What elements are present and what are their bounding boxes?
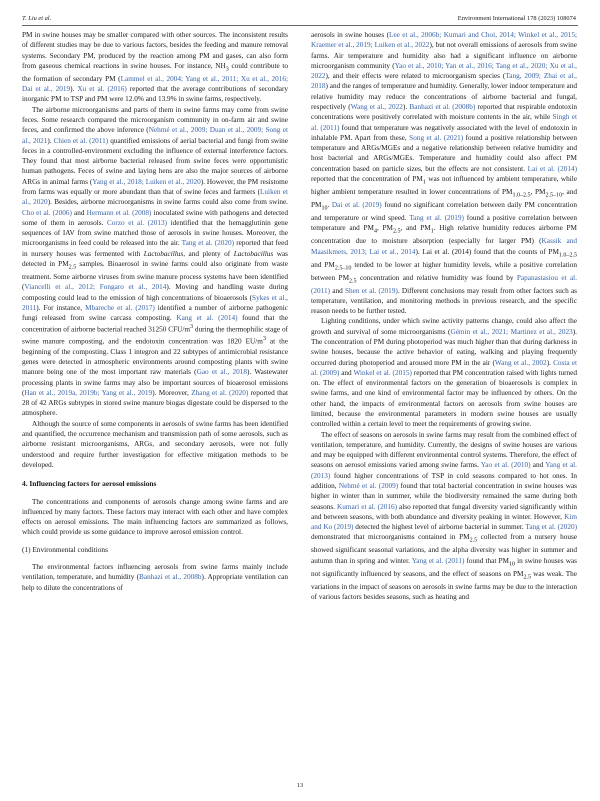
- citation-link[interactable]: Kassik and Maasikmets, 2013; Lai et al., 2014: [311, 237, 577, 256]
- citation-link[interactable]: Gémin et al., 2021; Martinez et al., 2023: [450, 327, 573, 336]
- paragraph: The effect of seasons on aerosols in swine farms may result from the combined effect of ventilation, temperature, and humidity. Currently, the designs of swine houses are various and may be equipped with different environmental control systems. Therefore, the effect of seasons on aerosol emissions varied among swine farms. Yao et al. (2010) and Yang et al. (2013) found higher concentrations of TSP in cold seasons compared to hot ones. In addition, Nehmé et al. (2009) found that total bacterial concentration in swine houses was higher in winter than in summer, while the biodiversity remained the same during both seasons. Kumari et al. (2016) also reported that fungal diversity varied significantly within and between seasons, with both abundance and diversity peaking in winter. However, Kim and Ko (2019) detected the highest level of airborne bacterial in summer. Tang et al. (2020) demonstrated that microorganisms contained in $PM_{2.5}$ collected from a nursery house showed significant seasonal variations, and the alpha diversity was higher in summer and autumn than in spring and winter. Yang et al. (2011) found that $PM_{10}$ in swine houses was not significantly influenced by seasons, and the effect of seasons on $PM_{2.5}$ was weak. The variations in the impact of seasons on aerosols in swine farms may be due to the interaction of various factors besides seasons, such as heating and: [311, 430, 577, 601]
- citation-link[interactable]: Hermann et al. (2008): [86, 208, 152, 217]
- citation-link[interactable]: Lai et al. (2014): [527, 164, 577, 173]
- running-header-authors: T. Liu et al.: [22, 15, 52, 22]
- citation-link[interactable]: Banhazi et al., 2008b: [139, 573, 202, 582]
- citation-link[interactable]: Yang et al. (2013): [311, 461, 577, 480]
- citation-link[interactable]: Kumari et al. (2016): [337, 502, 397, 511]
- paragraph: Although the source of some components in aerosols of swine farms has been identified and quantified, the occurrence mechanism and transmission path of some aerosols, such as airborne resistant microorganisms, ARGs, and secondary aerosols, were not fully understood and require further investigation for effective mitigation methods to be developed.: [22, 419, 288, 469]
- citation-link[interactable]: Tang et al. (2020): [181, 239, 235, 248]
- paragraph: aerosols in swine houses (Lee et al., 2006b; Kumari and Choi, 2014; Winkel et al., 2015; Kraemer et al., 2019; Luiken et al., 2022), but not overall emissions of aerosols from swine farms. Air temperature and humidity also had a significant influence on airborne microorganism community (Yao et al., 2010; Yan et al., 2016; Tang et al., 2020; Xu et al., 2022), and their effects were related to microorganism species (Tang, 2009; Zhai et al., 2018) and the ranges of temperature and humidity. Generally, lower indoor temperature and relative humidity may reduce the concentrations of airborne bacterial and fungal, respectively (Wang et al., 2022). Banhazi et al. (2008b) reported that respirable endotoxin concentrations were positively correlated with moisture contents in the air, while Singh et al. (2011) found that temperature was negatively associated with the level of endotoxin in inhalable PM. Apart from these, Song et al. (2021) found a positive relationship between temperature and ARGs/MGEs and a negative relationship between relative humidity and host bacterial and ARGs/MGEs. Temperature and humidity could also affect PM concentration based on particle sizes, but the effects are not consistent. Lai et al. (2014) reported that the concentration of $PM_1$ was not influenced by ambient temperature, while higher ambient temperature resulted in lower concentrations of $PM_{1.0-2.5}$, $PM_{2.5-10}$, and $PM_{10}$. Dai et al. (2019) found no significant correlation between daily PM concentration and temperature or wind speed. Tang et al. (2019) found a positive correlation between temperature and $PM_4$, $PM_{2.5}$, and $PM_1$. High relative humidity reduces airborne PM concentration due to moisture absorption (especially for larger PM) (Kassik and Maasikmets, 2013; Lai et al., 2014). Lai et al. (2014) found that the counts of $PM_{1.0-2.5}$ and $PM_{2.5-10}$ tended to be lower at higher humidity levels, while a positive correlation between $PM_{2.5}$ concentration and relative humidity was found by Papanastasiou et al. (2011) and Shen et al. (2019). Different conclusions may result from other factors such as temperature, ventilation, and monitoring methods in previous research, and the specific reason needs to be further tested.: [311, 31, 577, 316]
- citation-link[interactable]: Song et al. (2021): [409, 133, 464, 142]
- citation-link[interactable]: Cho et al. (2006): [22, 208, 72, 217]
- running-header-journal: Environment International 178 (2023) 108074: [457, 15, 576, 22]
- citation-link[interactable]: Papanastasiou et al. (2011): [311, 273, 577, 295]
- citation-link[interactable]: Yang et al. (2011): [411, 556, 465, 565]
- citation-link[interactable]: Corzo et al. (2013): [106, 218, 168, 227]
- citation-link[interactable]: Costa et al. (2009): [311, 358, 577, 377]
- citation-link[interactable]: Nehmé et al. (2009): [338, 481, 399, 490]
- citation-link[interactable]: Han et al., 2019a, 2019b; Yang et al., 2019: [24, 388, 153, 397]
- citation-link[interactable]: Mbareche et al. (2017): [85, 303, 155, 312]
- section-heading: 4. Influencing factors for aerosol emissions: [22, 479, 157, 489]
- citation-link[interactable]: Kim and Ko (2019): [311, 512, 577, 532]
- subsection-heading: (1) Environmental conditions: [22, 544, 108, 554]
- citation-link[interactable]: Zhang et al. (2020): [191, 388, 249, 397]
- paragraph: The airborne microorganisms and parts of them in swine farms may come from swine feces. Some research compared the microorganism community in on-farm air and swine feces, and confirmed the above inference (Nehmé et al., 2009; Duan et al., 2009; Song et al., 2021). Chien et al. (2011) quantified emissions of aerial bacterial and fungi from swine feces in a controlled-environment excluding the influence of external interference factors. They found that most airborne bacterial released from swine feces were opportunistic human pathogens. Feces of swine and laying hens are also the major sources of airborne ARGs in animal farms (Yang et al., 2018; Luiken et al., 2020). However, the PM resistome from farms was equally or more abundant than that of swine feces and farmers (Luiken et al., 2020). Besides, airborne microorganisms in swine farms could also come from swine. Cho et al. (2006) and Hermann et al. (2008) inoculated swine with pathogens and detected some of them in aerosols. Corzo et al. (2013) identified that the hemagglutinin gene sequences of IAV from swine matched those of aerosols in swine houses. Moreover, the microorganisms in feed could be released into the air. Tang et al. (2020) reported that feed in nursery houses was fermented with Lactobacillus, and plenty of Lactobacillus was detected in $PM_{2.5}$ samples. Bioaerosol in swine farms could also originate from waste treatment. Some airborne viruses from swine manure process systems have been identified (Viancelli et al., 2012; Fongaro et al., 2014). Moving and handling waste during composting could lead to the emission of high concentrations of bioaerosols (Sykes et al., 2011). For instance, Mbareche et al. (2017) identified a number of airborne pathogenic fungi released from swine carcass composting. Kang et al. (2014) found that the concentration of airborne bacterial reached 31250 CFU/$m^3$ during the thermophilic stage of swine manure composting, and the endotoxin concentration was 1820 $EU/m^3$ at the beginning of the composting. Class 1 integron and 22 subtypes of antimicrobial resistance genes were detected in atmospheric environments around composting plants with swine manure being one of the most important raw materials (Gao et al., 2018). Wastewater processing plants in swine farms may also be important sources of bioaerosol emissions (Han et al., 2019a, 2019b; Yang et al., 2019). Moreover, Zhang et al. (2020) reported that 28 of 42 ARGs subtypes in stored swine manure biogas digestate could be dispersed to the atmosphere.: [22, 105, 288, 418]
- paragraph: The environmental factors influencing aerosols from swine farms mainly include ventilation, temperature, and humidity (Banhazi et al., 2008b). Appropriate ventilation can help to dilute the concentrations of: [22, 563, 288, 592]
- citation-link[interactable]: Tang, 2009; Zhai et al., 2018: [311, 72, 577, 91]
- citation-link[interactable]: Tang et al. (2019): [409, 213, 464, 222]
- citation-link[interactable]: Luiken et al., 2020: [22, 187, 288, 207]
- left-column: [22, 30, 288, 778]
- header-rule: [22, 25, 578, 26]
- paragraph: The concentrations and components of aerosols change among swine farms and are influenced by many factors. These factors may interact with each other and have complex effects on aerosol emissions. The main influencing factors are summarized as follows, which could provide us some guidance to improve aerosol emission control.: [22, 497, 288, 537]
- citation-link[interactable]: Singh et al. (2011): [311, 113, 577, 132]
- citation-link[interactable]: Gao et al., 2018: [196, 368, 248, 377]
- citation-link[interactable]: Yao et al., 2010; Yan et al., 2016; Tang et al., 2020; Xu et al., 2022: [311, 61, 577, 81]
- citation-link[interactable]: Sykes et al., 2011: [22, 293, 288, 312]
- citation-link[interactable]: Lammel et al., 2004; Yang et al., 2011; Xu et al., 2016; Dai et al., 2019: [22, 74, 288, 94]
- citation-link[interactable]: Wang et al., 2022: [350, 102, 403, 111]
- paragraph: PM in swine houses may be smaller compared with other sources. The inconsistent results of different studies may be due to various factors, besides the feeding and manure removal systems. Secondary PM, produced by the reaction among PM and gases, can also form from gaseous chemical reactions in swine houses. For instance, $NH_3$ could contribute to the formation of secondary PM (Lammel et al., 2004; Yang et al., 2011; Xu et al., 2016; Dai et al., 2019). Xu et al. (2016) reported that the average contributions of secondary inorganic PM to TSP and PM were 12.0% and 13.9% in swine farms, respectively.: [22, 31, 288, 104]
- page-number: 13: [296, 782, 304, 789]
- right-column: [311, 30, 577, 778]
- citation-link[interactable]: Chien et al. (2011): [53, 136, 109, 145]
- paragraph: Lighting conditions, under which swine activity patterns change, could also affect the growth and survival of some microorganisms (Gémin et al., 2021; Martinez et al., 2023). The concentration of PM during photoperiod was much higher than that during darkness in swine houses, because the active behavior of eating, walking and playing frequently occurred during photoperiod and aroused more PM in the air (Wang et al., 2002). Costa et al. (2009) and Winkel et al. (2015) reported that PM concentration raised with lights turned on. The effect of environmental factors on the generation of bioaerosols is complex in swine farms, and one kind of environmental factor may be influenced by others. On the other hand, the impacts of environmental factors on aerosols from swine houses are limited, because the environmental parameters in modern swine houses are usually controlled within a certain level to meet the requirements of growing swine.: [311, 317, 577, 429]
- citation-link[interactable]: Winkel et al. (2015): [353, 368, 412, 377]
- citation-link[interactable]: Kang et al. (2014): [176, 314, 238, 323]
- citation-link[interactable]: Yang et al., 2018; Luiken et al., 2020: [92, 177, 201, 186]
- citation-link[interactable]: Banhazi et al. (2008b): [409, 102, 476, 111]
- citation-link[interactable]: Viancelli et al., 2012; Fongaro et al., 2014: [24, 283, 167, 292]
- citation-link[interactable]: Shen et al. (2019): [345, 286, 398, 295]
- citation-link[interactable]: Tang et al. (2020): [525, 523, 577, 532]
- citation-link[interactable]: Lee et al., 2006b; Kumari and Choi, 2014; Winkel et al., 2015; Kraemer et al., 2019; Luiken et al., 2022: [311, 31, 577, 50]
- citation-link[interactable]: Nehmé et al., 2009; Duan et al., 2009; Song et al., 2021: [22, 126, 288, 145]
- citation-link[interactable]: Yao et al. (2010): [480, 461, 531, 470]
- citation-link[interactable]: Xu et al. (2016): [77, 85, 127, 94]
- citation-link[interactable]: Dai et al. (2019): [331, 200, 382, 209]
- citation-link[interactable]: Wang et al., 2002: [494, 358, 547, 367]
